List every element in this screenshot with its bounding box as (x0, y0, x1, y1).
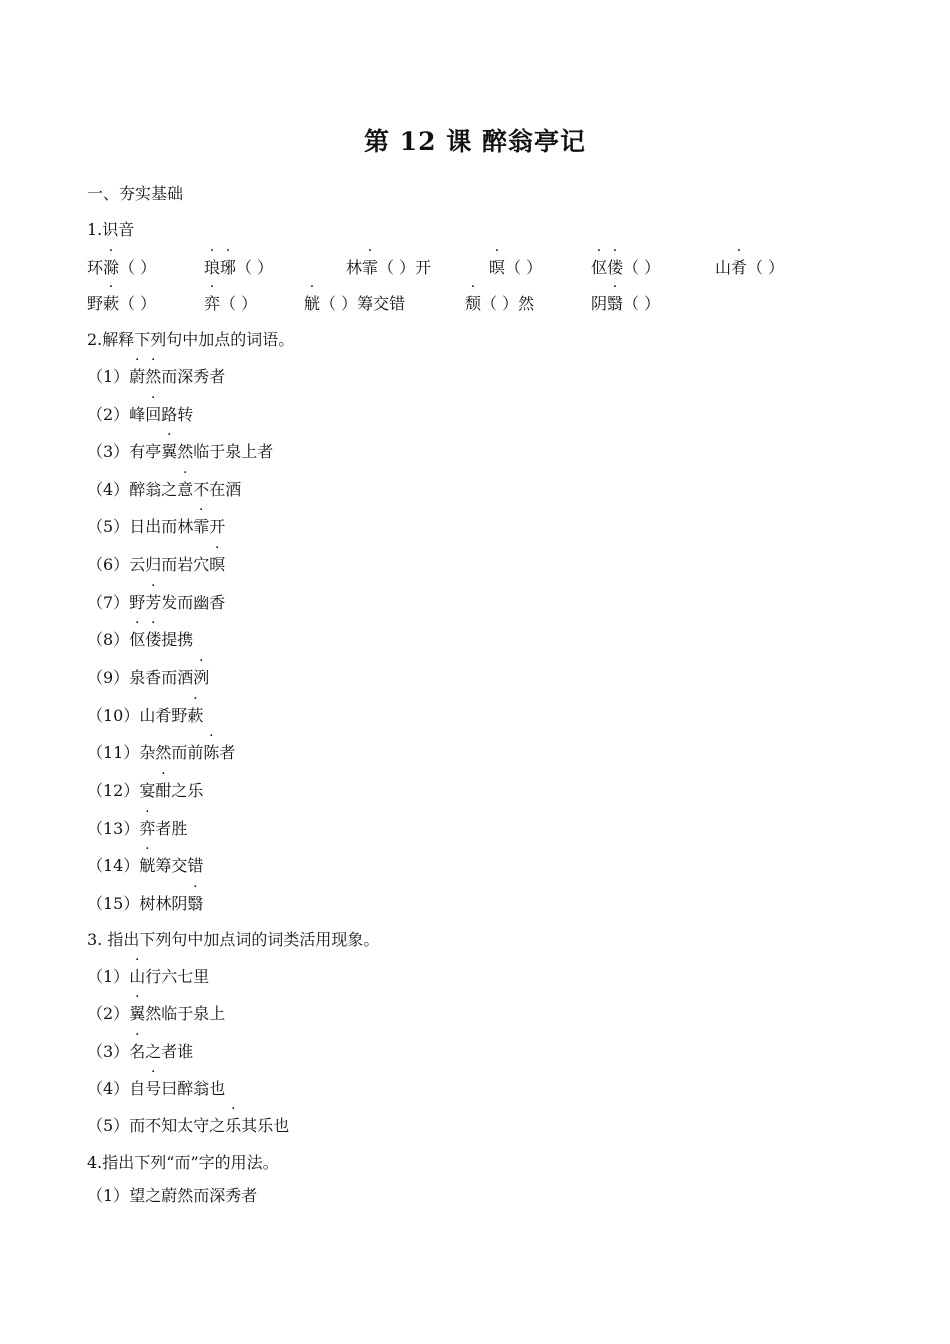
list-item (87, 967, 209, 987)
dotted-char: 偻 (607, 258, 624, 277)
pinyin-item (591, 258, 660, 278)
item-text: 宴 (139, 781, 156, 800)
dotted-char: 号 (145, 1079, 162, 1098)
item-number: （10） (87, 706, 140, 725)
item-text: 日出而林 (129, 517, 194, 536)
dotted-char: 翼 (161, 442, 178, 461)
item-number: （11） (87, 743, 140, 762)
answer-blank: （ ）开 (378, 258, 432, 277)
dotted-char: 洌 (193, 668, 210, 687)
question-1-heading: 1.识音 (87, 220, 135, 239)
pinyin-item (87, 294, 156, 314)
item-number: （4） (87, 1079, 130, 1098)
list-item (87, 1004, 225, 1024)
list-item (87, 668, 209, 688)
answer-blank: （ ） (236, 258, 274, 277)
dotted-char: 伛 (129, 630, 146, 649)
list-item (87, 1079, 225, 1099)
pinyin-item (87, 258, 156, 278)
answer-blank: （ ） (505, 258, 543, 277)
dotted-char: 蔌 (103, 294, 120, 313)
item-text: 发而幽香 (161, 593, 226, 612)
answer-blank: （ ） (623, 258, 661, 277)
dotted-char: 偻 (145, 630, 162, 649)
list-item (87, 1042, 193, 1062)
item-text: 野 (87, 294, 104, 313)
list-item (87, 1116, 289, 1136)
question-2-heading: 2.解释下列句中加点的词语。 (87, 330, 295, 349)
list-item (87, 743, 235, 763)
item-text: 而深秀者 (161, 367, 226, 386)
item-text: 之乐 (171, 781, 204, 800)
item-text: 然临于泉上者 (177, 442, 274, 461)
item-number: （12） (87, 781, 140, 800)
dotted-char: 意 (177, 480, 194, 499)
item-text: 之者谁 (145, 1042, 194, 1061)
list-item (87, 1186, 257, 1206)
item-text: 而深秀者 (193, 1186, 258, 1205)
list-item (87, 706, 203, 726)
pinyin-item (346, 258, 431, 278)
pinyin-item (304, 294, 405, 314)
dotted-char: 芳 (145, 593, 162, 612)
item-text: 杂然而前 (139, 743, 204, 762)
item-text: 提携 (161, 630, 194, 649)
item-number: （13） (87, 819, 140, 838)
dotted-char: 琅 (204, 258, 221, 277)
item-text: 其乐也 (241, 1116, 290, 1135)
dotted-char: 蔚 (129, 367, 146, 386)
answer-blank: （ ） (119, 258, 157, 277)
question-3-heading: 3. 指出下列句中加点词的词类活用现象。 (87, 930, 380, 949)
dotted-char (129, 630, 161, 649)
dotted-char: 觥 (139, 856, 156, 875)
dotted-char (591, 258, 623, 277)
item-number: （7） (87, 593, 130, 612)
item-number: （8） (87, 630, 130, 649)
list-item (87, 630, 193, 650)
dotted-char: 霏 (362, 258, 379, 277)
dotted-char: 滁 (103, 258, 120, 277)
item-text: 环 (87, 258, 104, 277)
item-number: （14） (87, 856, 140, 875)
item-text: 者胜 (155, 819, 188, 838)
item-number: （3） (87, 1042, 130, 1061)
answer-blank: （ ） (220, 294, 258, 313)
item-text: 野 (129, 593, 146, 612)
list-item (87, 593, 225, 613)
item-number: （1） (87, 967, 130, 986)
item-text: 树林阴 (139, 894, 188, 913)
item-text: 而不知太守之 (129, 1116, 226, 1135)
list-item (87, 856, 203, 876)
dotted-char: 弈 (139, 819, 156, 838)
item-number: （2） (87, 405, 130, 424)
dotted-char: 觥 (304, 294, 321, 313)
item-number: （1） (87, 1186, 130, 1205)
list-item (87, 442, 273, 462)
dotted-char: 翳 (607, 294, 624, 313)
answer-blank: （ ） (747, 258, 785, 277)
item-text: 不在酒 (193, 480, 242, 499)
list-item (87, 781, 203, 801)
pinyin-item (204, 258, 273, 278)
list-item (87, 555, 225, 575)
dotted-char: 翳 (187, 894, 204, 913)
item-text: 峰 (129, 405, 146, 424)
item-text: 行六七里 (145, 967, 210, 986)
item-text: 然临于泉上 (145, 1004, 226, 1023)
dotted-char (129, 367, 161, 386)
dotted-char: 翼 (129, 1004, 146, 1023)
item-text: 路转 (161, 405, 194, 424)
item-number: （5） (87, 1116, 130, 1135)
dotted-char (204, 258, 236, 277)
answer-blank: （ ）筹交错 (320, 294, 406, 313)
dotted-char: 陈 (203, 743, 220, 762)
item-text: 开 (209, 517, 226, 536)
list-item (87, 894, 203, 914)
item-number: （6） (87, 555, 130, 574)
dotted-char: 然 (145, 367, 162, 386)
item-text: 泉香而酒 (129, 668, 194, 687)
pinyin-item (204, 294, 257, 314)
item-number: （1） (87, 367, 130, 386)
item-text: 林 (346, 258, 363, 277)
item-text: 者 (219, 743, 236, 762)
item-text: 山 (715, 258, 732, 277)
dotted-char: 琊 (220, 258, 237, 277)
list-item (87, 367, 225, 387)
item-text: 有亭 (129, 442, 162, 461)
item-text: 醉翁之 (129, 480, 178, 499)
item-number: （2） (87, 1004, 130, 1023)
dotted-char: 山 (129, 967, 146, 986)
dotted-char: 酣 (155, 781, 172, 800)
item-text: 望之蔚然 (129, 1186, 194, 1205)
pinyin-item (489, 258, 542, 278)
dotted-char: 回 (145, 405, 162, 424)
item-text: 曰醉翁也 (161, 1079, 226, 1098)
pinyin-item (715, 258, 784, 278)
list-item (87, 405, 193, 425)
item-text: 筹交错 (155, 856, 204, 875)
item-number: （9） (87, 668, 130, 687)
page-title: 第 12 课 醉翁亭记 (364, 127, 586, 156)
item-number: （4） (87, 480, 130, 499)
pinyin-item (591, 294, 660, 314)
dotted-char: 肴 (731, 258, 748, 277)
item-text: 阴 (591, 294, 608, 313)
question-4-heading: 4.指出下列“而”字的用法。 (87, 1153, 279, 1172)
dotted-char: 暝 (489, 258, 506, 277)
dotted-char: 霏 (193, 517, 210, 536)
section-heading: 一、夯实基础 (87, 184, 184, 203)
item-number: （5） (87, 517, 130, 536)
list-item (87, 819, 187, 839)
item-text: 云归而岩穴 (129, 555, 210, 574)
dotted-char: 名 (129, 1042, 146, 1061)
list-item (87, 517, 225, 537)
dotted-char: 颓 (465, 294, 482, 313)
answer-blank: （ ）然 (481, 294, 535, 313)
pinyin-item (465, 294, 534, 314)
dotted-char: 伛 (591, 258, 608, 277)
answer-blank: （ ） (623, 294, 661, 313)
answer-blank: （ ） (119, 294, 157, 313)
item-number: （15） (87, 894, 140, 913)
dotted-char: 蔌 (187, 706, 204, 725)
dotted-char: 弈 (204, 294, 221, 313)
item-text: 自 (129, 1079, 146, 1098)
list-item (87, 480, 241, 500)
dotted-char: 乐 (225, 1116, 242, 1135)
dotted-char: 暝 (209, 555, 226, 574)
item-number: （3） (87, 442, 130, 461)
item-text: 山肴野 (139, 706, 188, 725)
